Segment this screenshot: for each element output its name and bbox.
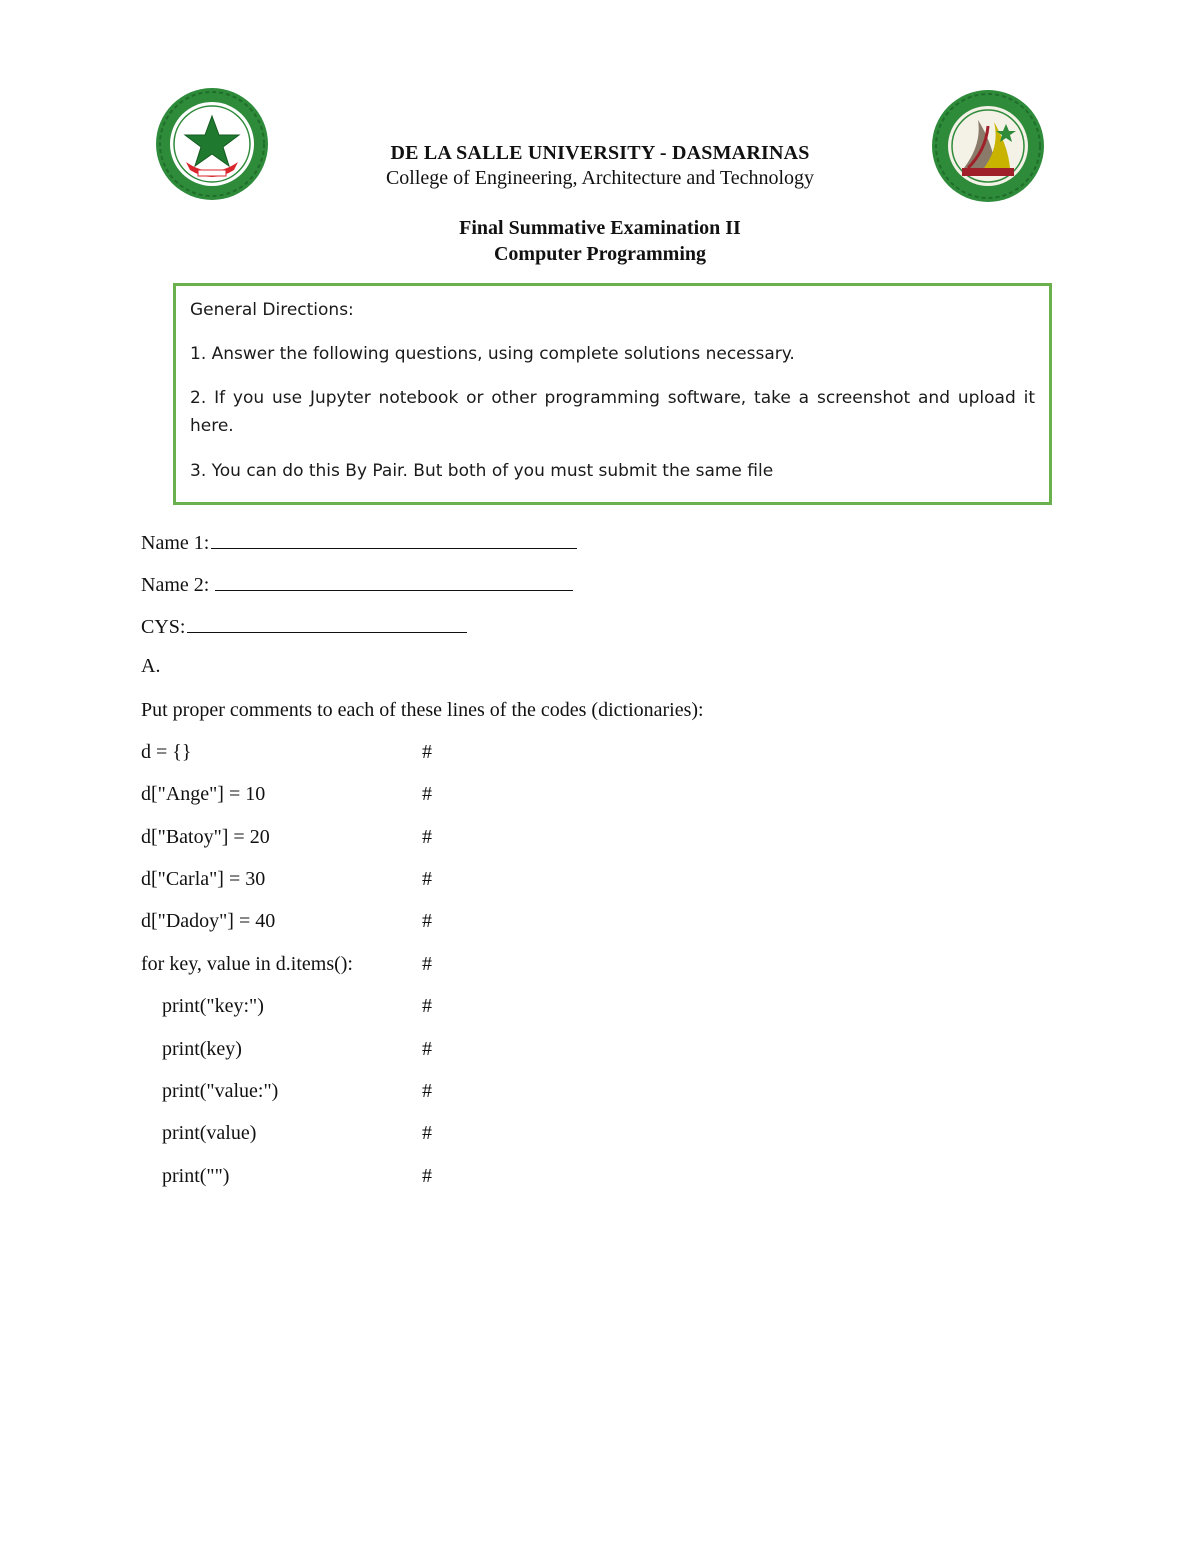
- code-text: d = {}: [141, 741, 192, 763]
- name2-field: [141, 570, 573, 597]
- code-line: [0, 910, 600, 936]
- code-line: [0, 741, 600, 767]
- code-text: d["Carla"] = 30: [141, 868, 266, 890]
- code-line: [0, 1165, 600, 1191]
- direction-item: 2. If you use Jupyter notebook or other programming software, take a screenshot and upload it here.: [190, 388, 1035, 436]
- code-text: print("value:"): [162, 1080, 279, 1102]
- name1-label: Name 1:: [141, 532, 210, 554]
- university-seal-icon: [150, 86, 274, 202]
- code-text: d["Dadoy"] = 40: [141, 910, 276, 932]
- name1-field: [141, 528, 577, 555]
- university-name: DE LA SALLE UNIVERSITY - DASMARINAS: [390, 142, 810, 164]
- section-letter: A.: [141, 655, 161, 677]
- college-seal-icon: [926, 88, 1050, 204]
- code-line: [0, 1038, 600, 1064]
- code-line: [0, 868, 600, 894]
- code-line: [0, 953, 600, 979]
- comment-marker: #: [422, 868, 432, 890]
- exam-subject: Computer Programming: [493, 243, 706, 265]
- name1-blank[interactable]: [211, 528, 577, 549]
- code-text: d["Ange"] = 10: [141, 783, 266, 805]
- general-directions-box: [173, 283, 1052, 505]
- code-text: for key, value in d.items():: [141, 953, 353, 975]
- exam-title: Final Summative Examination II: [459, 217, 741, 239]
- cys-label: CYS:: [141, 616, 186, 638]
- direction-item: 3. You can do this By Pair. But both of you must submit the same file: [190, 461, 774, 481]
- code-line: [0, 826, 600, 852]
- comment-marker: #: [422, 910, 432, 932]
- college-name: College of Engineering, Architecture and Technology: [385, 167, 815, 189]
- comment-marker: #: [422, 953, 432, 975]
- code-text: print(""): [162, 1165, 230, 1187]
- comment-marker: #: [422, 1080, 432, 1102]
- cys-field: [141, 612, 467, 639]
- comment-marker: #: [422, 1038, 432, 1060]
- code-text: print(value): [162, 1122, 257, 1144]
- code-text: d["Batoy"] = 20: [141, 826, 270, 848]
- name2-blank[interactable]: [215, 570, 573, 591]
- comment-marker: #: [422, 995, 432, 1017]
- code-line: [0, 1080, 600, 1106]
- comment-marker: #: [422, 783, 432, 805]
- comment-marker: #: [422, 1122, 432, 1144]
- name2-label: Name 2:: [141, 574, 210, 596]
- code-text: print(key): [162, 1038, 242, 1060]
- code-line: [0, 783, 600, 809]
- comment-marker: #: [422, 826, 432, 848]
- cys-blank[interactable]: [187, 612, 467, 633]
- direction-item: 1. Answer the following questions, using complete solutions necessary.: [190, 344, 795, 364]
- comment-marker: #: [422, 741, 432, 763]
- code-line: [0, 1122, 600, 1148]
- code-text: print("key:"): [162, 995, 264, 1017]
- directions-heading: General Directions:: [190, 300, 354, 320]
- comment-marker: #: [422, 1165, 432, 1187]
- section-instruction: Put proper comments to each of these lines of the codes (dictionaries):: [141, 699, 704, 721]
- code-line: [0, 995, 600, 1021]
